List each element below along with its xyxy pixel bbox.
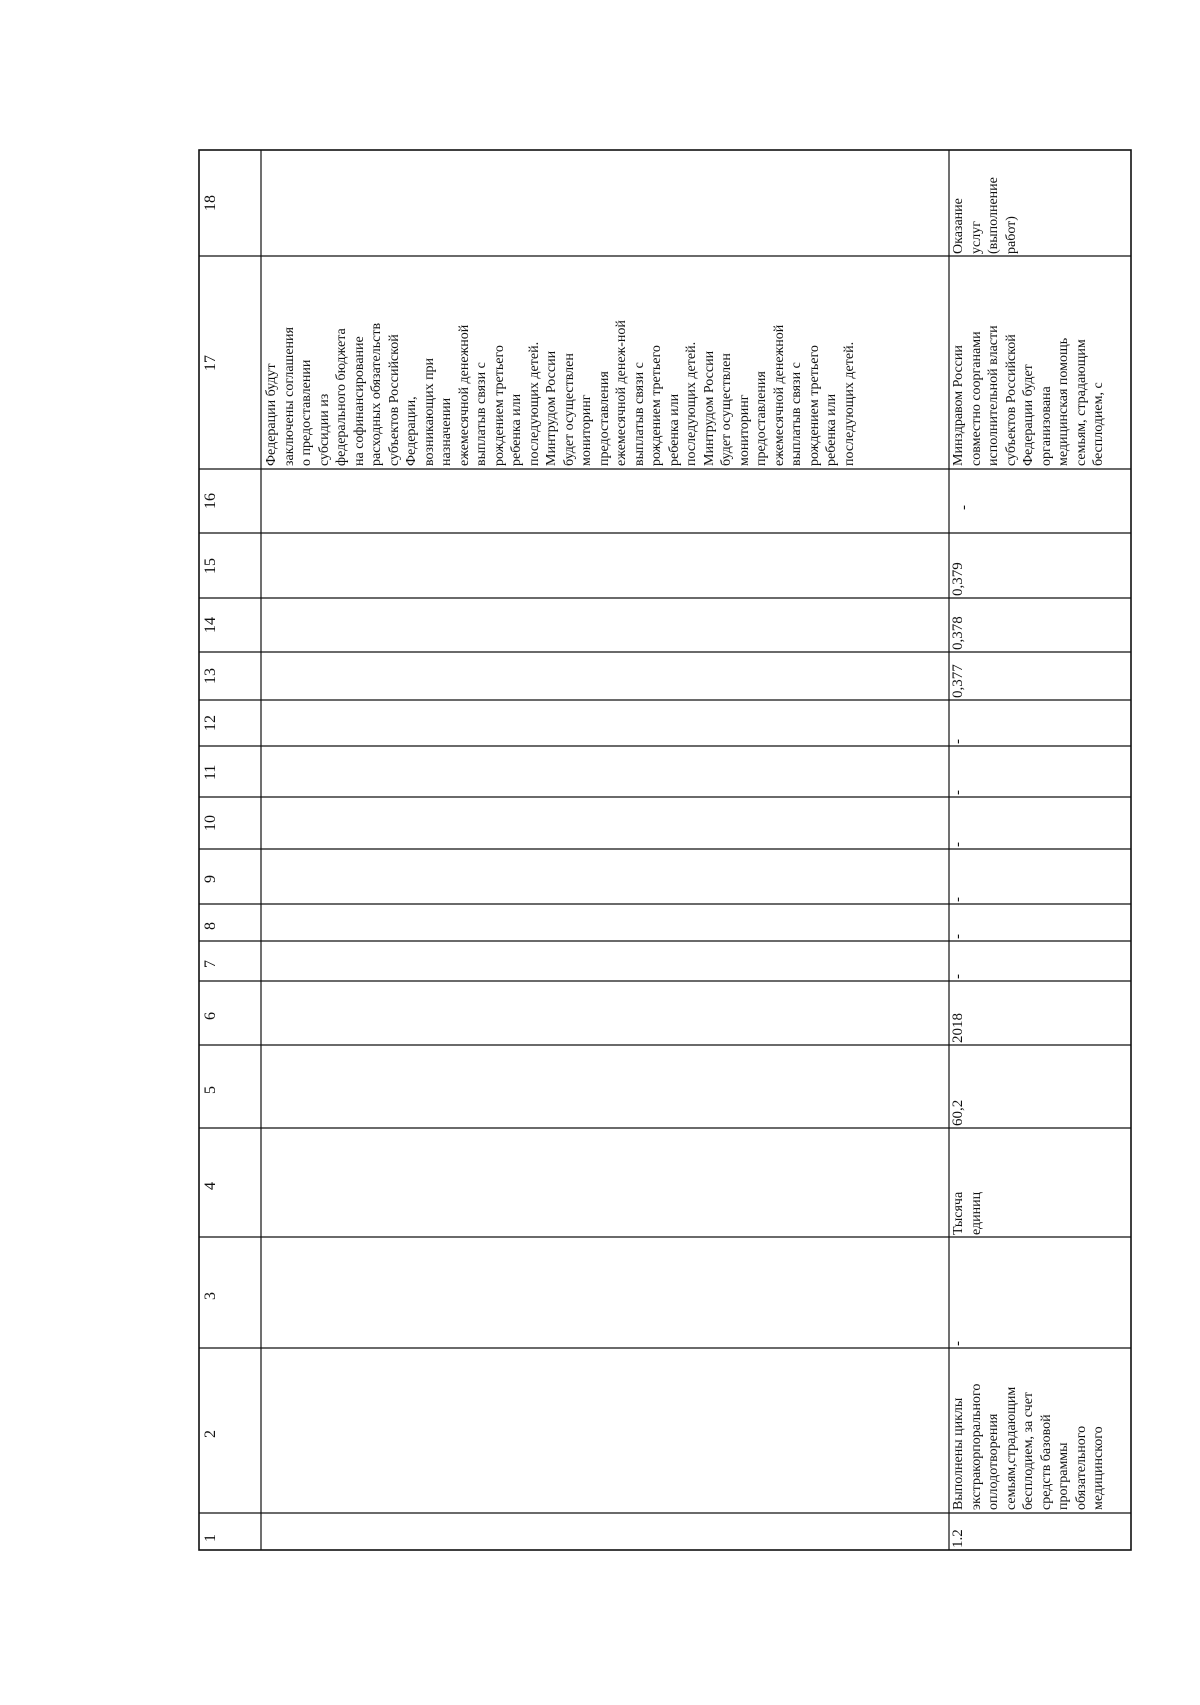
cont-line: предоставления xyxy=(596,371,612,466)
cont-line: мониторинг xyxy=(736,394,752,466)
cont-line: выплатыв связи с xyxy=(631,362,647,466)
cont-line: ежемесячной денеж-ной xyxy=(614,320,629,466)
name-line: Выполнены циклы xyxy=(951,1397,966,1510)
cont-line: федерального бюджета xyxy=(334,328,349,466)
header-col-2: 2 xyxy=(202,1430,219,1438)
col17-line: Федерации будет xyxy=(1021,364,1036,466)
cont-line: будет осуществлен xyxy=(719,353,734,466)
name-line: экстракорпорального xyxy=(968,1383,984,1510)
row-1-2-col17 xyxy=(950,258,1130,466)
name-line: семьям,страдающим xyxy=(1003,1386,1019,1510)
row-1-2-col9: - xyxy=(950,897,966,902)
row-1-2-col3: - xyxy=(950,1341,966,1346)
cont-line: мониторинг xyxy=(579,394,594,466)
col17-line: субъектов Российской xyxy=(1003,334,1019,466)
name-line: оплодотворения xyxy=(986,1413,1001,1510)
cont-line: Федерации, xyxy=(404,396,419,466)
cont-line: Минтрудом России xyxy=(544,350,559,466)
col18-line: (выполнение xyxy=(986,177,1001,254)
header-col-14: 14 xyxy=(202,617,219,633)
cont-line: ежемесячной денежной xyxy=(771,324,787,466)
name-line: медицинского xyxy=(1091,1426,1106,1510)
cont-line: будет осуществлен xyxy=(561,353,577,466)
name-line: бесплодием, за счет xyxy=(1021,1391,1036,1510)
header-col-11: 11 xyxy=(202,764,219,780)
cont-line: рождением третьего xyxy=(491,345,507,466)
header-col-7: 7 xyxy=(202,960,219,968)
cont-line: выплатыв связи с xyxy=(789,362,804,466)
cont-line: последующих детей. xyxy=(526,341,542,466)
cont-line: ежемесячной денежной xyxy=(456,324,472,466)
header-col-4: 4 xyxy=(202,1182,219,1190)
row-1-2-number: 1.2 xyxy=(950,1529,966,1548)
col18-line: работ) xyxy=(1003,216,1019,254)
cont-line: возникающих при xyxy=(421,357,437,466)
header-col-1: 1 xyxy=(202,1534,219,1542)
row-1-2-col12: - xyxy=(950,739,966,744)
name-line: программы xyxy=(1056,1442,1071,1510)
cont-line: ребенка или xyxy=(666,393,682,466)
row-1-2-col13: 0,377 xyxy=(950,664,966,698)
col17-line: бесплодием, с xyxy=(1091,382,1106,466)
cont-line: субсидии из xyxy=(316,393,332,466)
header-col-13: 13 xyxy=(202,668,219,684)
header-col-17: 17 xyxy=(202,355,219,371)
row-1-2-unit xyxy=(950,1130,990,1235)
cont-line: назначении xyxy=(439,397,454,466)
header-col-16: 16 xyxy=(202,493,219,509)
col18-line: Оказание xyxy=(951,198,966,254)
row-1-2-col16: - xyxy=(956,505,972,510)
row-1-2-col14: 0,378 xyxy=(950,616,966,650)
cont-line: рождением третьего xyxy=(649,345,664,466)
header-col-9: 9 xyxy=(202,875,219,883)
cont-line: Федерации будут xyxy=(264,363,279,466)
cont-line: рождением третьего xyxy=(806,345,822,466)
cont-line: на софинансирование xyxy=(351,336,367,466)
cont-line: ребенка или xyxy=(509,393,524,466)
row-1-2-col15: 0,379 xyxy=(950,562,966,596)
cont-line: последующих детей. xyxy=(841,341,857,466)
header-col-10: 10 xyxy=(202,815,219,831)
cont-line: выплатыв связи с xyxy=(474,362,489,466)
continuation-col17-text xyxy=(263,258,947,466)
col17-line: семьям, страдающим xyxy=(1073,339,1089,466)
header-col-18: 18 xyxy=(202,195,219,211)
name-line: средств базовой xyxy=(1038,1414,1054,1510)
cont-line: расходных обязательств xyxy=(369,322,384,466)
cont-line: субъектов Российской xyxy=(386,334,402,466)
col17-line: медицинская помощь xyxy=(1056,337,1071,466)
row-1-2-col8: - xyxy=(950,934,966,939)
cont-line: заключены соглашения xyxy=(281,327,297,466)
row-1-2-col7: - xyxy=(950,974,966,979)
name-line: обязательного xyxy=(1073,1425,1089,1510)
col17-line: организована xyxy=(1038,386,1054,466)
header-col-12: 12 xyxy=(202,715,219,731)
cont-line: ребенка или xyxy=(824,393,839,466)
header-col-6: 6 xyxy=(202,1012,219,1020)
cont-line: последующих детей. xyxy=(684,341,699,466)
row-1-2-col11: - xyxy=(950,790,966,795)
unit-line: единиц xyxy=(968,1191,984,1235)
row-1-2-base-year: 2018 xyxy=(950,1013,966,1043)
row-1-2-col18 xyxy=(950,154,1034,254)
header-col-5: 5 xyxy=(202,1086,219,1094)
header-col-15: 15 xyxy=(202,558,219,574)
row-1-2-col10: - xyxy=(950,842,966,847)
header-col-3: 3 xyxy=(202,1292,219,1300)
unit-line: Тысяча xyxy=(951,1191,966,1235)
cont-line: о предоставлении xyxy=(299,359,314,466)
col17-line: Минздравом России xyxy=(951,345,966,466)
cont-line: предоставления xyxy=(754,371,769,466)
header-col-8: 8 xyxy=(202,922,219,930)
col17-line: исполнительной власти xyxy=(986,325,1001,466)
cont-line: Минтрудом России xyxy=(701,350,717,466)
col17-line: совместно соорганами xyxy=(968,331,984,466)
row-1-2-base-value: 60,2 xyxy=(950,1099,966,1126)
col18-line: услуг xyxy=(968,221,984,254)
row-1-2-name xyxy=(950,1350,1130,1510)
